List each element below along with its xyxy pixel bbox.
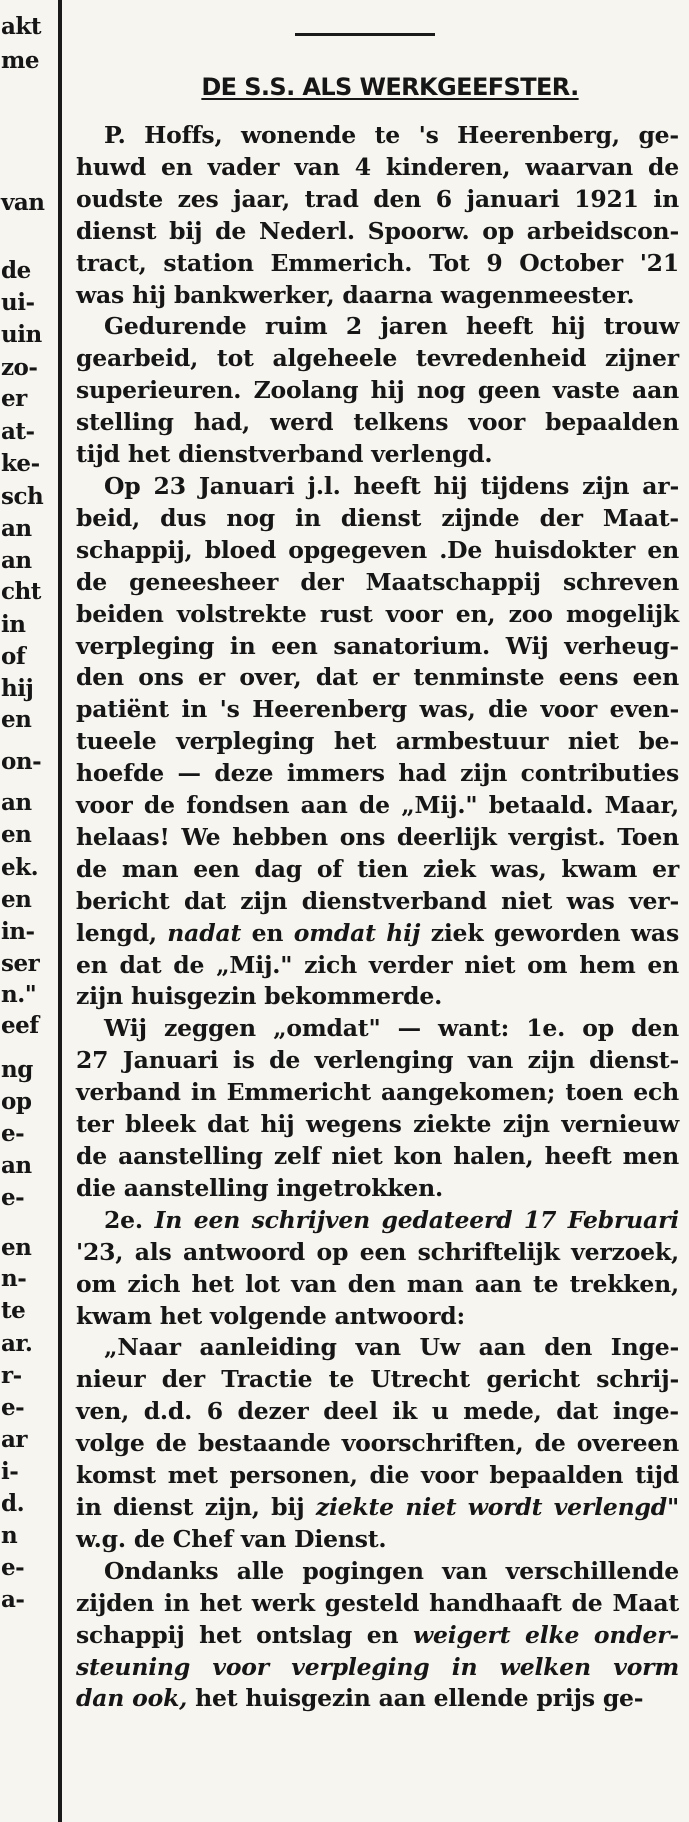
- left-fragment-text: an: [1, 789, 32, 816]
- article-line: ven, d.d. 6 dezer deel ik u mede, dat inge-: [76, 1397, 679, 1426]
- article-line: „Naar aanleiding van Uw aan den Inge-: [104, 1333, 679, 1362]
- left-fragment-text: r-: [1, 1362, 22, 1389]
- article-line: voor de fondsen aan de „Mij." betaald. Maar,: [76, 791, 679, 820]
- left-fragment-text: er: [1, 385, 27, 412]
- left-fragment-text: e-: [1, 1554, 25, 1581]
- left-fragment-text: d.: [1, 1490, 25, 1517]
- article-line: schappij, bloed opgegeven .De huisdokter en: [76, 535, 679, 564]
- left-fragment-text: n-: [1, 1265, 27, 1292]
- article-line: superieuren. Zoolang hij nog geen vaste aan: [76, 376, 679, 405]
- article-line: helaas! We hebben ons deerlijk vergist. Toen: [76, 822, 679, 851]
- article-paragraph: [76, 1013, 679, 1204]
- article-line: volge de bestaande voorschriften, de overeen: [76, 1429, 679, 1458]
- article-line: huwd en vader van 4 kinderen, waarvan de: [76, 152, 679, 181]
- article-line: ter bleek dat hij wegens ziekte zijn vernieuw: [76, 1110, 679, 1139]
- article-line: w.g. de Chef van Dienst.: [76, 1524, 387, 1553]
- left-fragment-text: te: [1, 1297, 26, 1324]
- article-line: schappij het ontslag en weigert elke onder-: [76, 1620, 679, 1649]
- left-fragment-text: a-: [1, 1586, 25, 1613]
- article-line: komst met personen, die voor bepaalden tijd: [76, 1461, 679, 1490]
- article-line: gearbeid, tot algeheele tevredenheid zijner: [76, 344, 679, 373]
- left-fragment-text: ar.: [1, 1330, 33, 1357]
- article-paragraph: [76, 1205, 679, 1333]
- article-body: [76, 120, 679, 1715]
- article-line: dan ook, het huisgezin aan ellende prijs ge-: [76, 1684, 644, 1713]
- article-line: stelling had, werd telkens voor bepaalden: [76, 408, 679, 437]
- left-fragment-text: n.": [1, 981, 37, 1008]
- article-line: Gedurende ruim 2 jaren heeft hij trouw: [104, 312, 679, 341]
- left-fragment-text: zo-: [1, 354, 38, 381]
- article-paragraph: [76, 1556, 679, 1716]
- article-line: lengd, nadat en omdat hij ziek geworden was: [76, 918, 679, 947]
- article-line: die aanstelling ingetrokken.: [76, 1173, 444, 1202]
- article-line: steuning voor verpleging in welken vorm: [76, 1652, 680, 1681]
- left-fragment-text: op: [1, 1088, 32, 1115]
- article-line: bericht dat zijn dienstverband niet was ver-: [76, 886, 679, 915]
- article-line: beid, dus nog in dienst zijnde der Maat-: [76, 503, 679, 532]
- left-fragment-text: in: [1, 611, 26, 638]
- article-line: de man een dag of tien ziek was, kwam er: [76, 854, 679, 883]
- article-line: Ondanks alle pogingen van verschillende: [104, 1556, 679, 1585]
- left-fragment-text: uin: [1, 321, 42, 348]
- article-line: Op 23 Januari j.l. heeft hij tijdens zijn ar-: [104, 471, 679, 500]
- article-paragraph: [76, 120, 679, 311]
- left-fragment-text: me: [1, 47, 39, 74]
- left-fragment-text: of: [1, 643, 26, 670]
- left-fragment-text: de: [1, 257, 31, 284]
- article-line: verpleging in een sanatorium. Wij verheug-: [76, 631, 679, 660]
- article-line: in dienst zijn, bij ziekte niet wordt verlengd": [76, 1492, 679, 1521]
- article-line: kwam het volgende antwoord:: [76, 1301, 465, 1330]
- article-headline: DE S.S. ALS WERKGEEFSTER.: [201, 73, 579, 101]
- article-line: P. Hoffs, wonende te 's Heerenberg, ge-: [104, 121, 679, 149]
- left-fragment-text: an: [1, 1152, 32, 1179]
- left-fragment-text: en: [1, 886, 32, 913]
- article-line: de geneesheer der Maatschappij schreven: [76, 567, 679, 596]
- left-fragment-text: akt: [1, 13, 41, 40]
- article-line: was hij bankwerker, daarna wagenmeester.: [76, 280, 635, 309]
- left-fragment-text: i-: [1, 1458, 19, 1485]
- left-fragment-text: an: [1, 547, 32, 574]
- top-divider-rule: [295, 33, 435, 36]
- article-line: dienst bij de Nederl. Spoorw. op arbeidscon-: [76, 216, 679, 245]
- article-line: zijden in het werk gesteld handhaaft de Maat: [76, 1588, 679, 1617]
- article-line: hoefde — deze immers had zijn contributies: [76, 759, 679, 788]
- article-line: en dat de „Mij." zich verder niet om hem en: [76, 950, 679, 979]
- left-fragment-text: ui-: [1, 289, 35, 316]
- article-line: om zich het lot van den man aan te trekken,: [76, 1269, 679, 1298]
- article-line: 2e. In een schrijven gedateerd 17 Februari: [104, 1205, 679, 1234]
- article: [76, 72, 679, 1715]
- article-paragraph: [76, 1332, 679, 1555]
- left-fragment-text: e-: [1, 1394, 25, 1421]
- left-fragment-text: e-: [1, 1120, 25, 1147]
- article-line: tract, station Emmerich. Tot 9 October '21: [76, 248, 679, 277]
- article-line: de aanstelling zelf niet kon halen, heeft men: [76, 1142, 679, 1170]
- left-fragment-text: ar: [1, 1426, 28, 1453]
- article-line: den ons er over, dat er tenminste eens een: [76, 663, 679, 692]
- left-fragment-text: in-: [1, 918, 35, 945]
- left-fragment-text: eef: [1, 1012, 39, 1039]
- article-paragraph: [76, 471, 679, 1013]
- article-line: tueele verpleging het armbestuur niet be-: [76, 727, 679, 756]
- article-line: patiënt in 's Heerenberg was, die voor even-: [76, 695, 679, 724]
- article-line: nieur der Tractie te Utrecht gericht schrij-: [76, 1365, 679, 1394]
- article-paragraph: [76, 311, 679, 471]
- article-line: oudste zes jaar, trad den 6 januari 1921 in: [76, 184, 679, 213]
- article-line: verband in Emmericht aangekomen; toen ech: [76, 1078, 679, 1107]
- article-line: Wij zeggen „omdat" — want: 1e. op den: [104, 1014, 679, 1043]
- left-fragment-text: n: [1, 1522, 18, 1549]
- left-fragment-text: en: [1, 706, 32, 733]
- left-fragment-text: sch: [1, 483, 44, 510]
- article-line: zijn huisgezin bekommerde.: [76, 982, 443, 1011]
- left-fragment-text: e-: [1, 1184, 25, 1211]
- left-fragment-text: ke-: [1, 450, 40, 477]
- left-fragment-text: ng: [1, 1056, 33, 1083]
- left-column-fragments: [0, 0, 56, 1822]
- left-fragment-text: ek.: [1, 854, 39, 881]
- left-fragment-text: ser: [1, 950, 40, 977]
- left-fragment-text: cht: [1, 578, 41, 605]
- left-fragment-text: an: [1, 515, 32, 542]
- left-fragment-text: en: [1, 821, 32, 848]
- left-fragment-text: van: [1, 189, 45, 216]
- left-fragment-text: en: [1, 1234, 32, 1261]
- column-divider-rule: [58, 0, 62, 1822]
- article-line: tijd het dienstverband verlengd.: [76, 440, 493, 469]
- article-line: '23, als antwoord op een schriftelijk verzoek,: [76, 1237, 679, 1266]
- article-line: 27 Januari is de verlenging van zijn dienst-: [76, 1046, 679, 1075]
- article-line: beiden volstrekte rust voor en, zoo mogelijk: [76, 599, 679, 628]
- left-fragment-text: at-: [1, 418, 35, 445]
- left-fragment-text: hij: [1, 675, 34, 702]
- left-fragment-text: on-: [1, 748, 42, 775]
